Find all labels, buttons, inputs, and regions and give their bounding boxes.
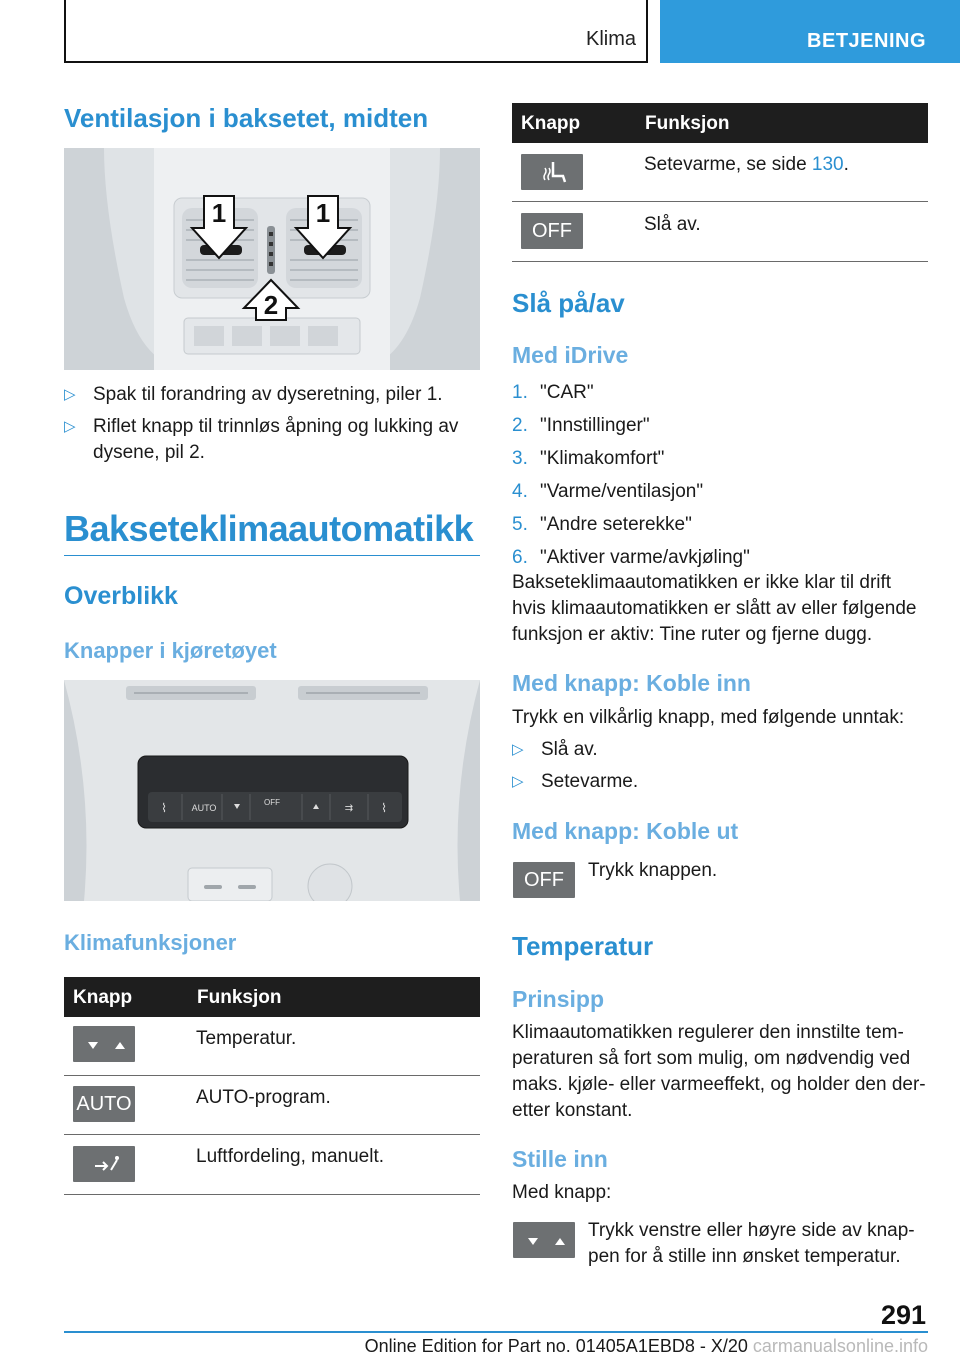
idrive-note: Bakseteklimaautomatikken er ikke klar til drift hvis klimaautomatikken er slått av eller følgende funksjon er aktiv: Tine ruter og fjerne dugg. (512, 572, 917, 645)
rear-vent-photo (64, 148, 480, 370)
idrive-step: 1. "CAR" (512, 382, 594, 403)
right-col-function: Funksjon (645, 113, 730, 134)
idrive-steps (512, 376, 928, 574)
left-table-divider (64, 1134, 480, 1135)
heading-buttons-in-vehicle: Knapper i kjøretøyet (64, 638, 277, 663)
footer-edition: Online Edition for Part no. 01405A1EBD8 - X/20 carmanualsonline.info (364, 1336, 928, 1356)
idrive-step: 2. "Innstillinger" (512, 415, 650, 436)
left-col-button: Knapp (73, 987, 133, 1008)
right-table-divider (512, 261, 928, 262)
svg-text:⌇: ⌇ (381, 801, 387, 815)
heading-idrive: Med iDrive (512, 342, 629, 368)
svg-text:⇉: ⇉ (344, 803, 354, 814)
triangle-bullet-icon: ▷ (64, 418, 76, 435)
heading-overview: Overblikk (64, 582, 178, 610)
button-on-text: Trykk en vilkårlig knapp, med følgende unntak: (512, 707, 905, 728)
heading-temperature: Temperatur (512, 931, 654, 961)
left-table-row-2-text: AUTO-program. (196, 1087, 331, 1108)
exception-bullet-1: ▷ Slå av. (512, 737, 931, 763)
left-table-divider (64, 1075, 480, 1076)
right-table-divider (512, 201, 928, 202)
left-table-row-1-text: Temperatur. (196, 1028, 297, 1049)
header-section-title: Klima (585, 28, 636, 50)
header-chapter-label: BETJENING (807, 30, 926, 52)
air-distribution-icon (73, 1146, 135, 1182)
temperature-button-icon (513, 1222, 575, 1258)
set-text: Med knapp: (512, 1182, 612, 1203)
svg-text:⌇: ⌇ (161, 801, 167, 815)
heading-button-off: Med knapp: Koble ut (512, 818, 739, 844)
page-130-link[interactable]: 130 (811, 154, 844, 175)
seat-heating-icon (521, 154, 583, 190)
left-table-header (64, 977, 480, 1017)
header-chapter-tab[interactable] (660, 0, 960, 63)
triangle-bullet-icon: ▷ (64, 386, 76, 403)
page-number: 291 (880, 1300, 926, 1330)
vent-bullet-2: ▷ Riflet knapp til trinnløs åpning og lukking av dysene, pil 2. (64, 416, 459, 463)
heading-set: Stille inn (512, 1146, 608, 1172)
panel-off-label: OFF (264, 798, 280, 807)
set-instruction: Trykk venstre eller høyre side av knap-pen for å stille inn ønsket temperatur. (588, 1220, 915, 1267)
triangle-bullet-icon: ▷ (512, 741, 524, 758)
heading-on-off: Slå på/av (512, 288, 625, 318)
chapter-title: Bakseteklimaautomatikk (64, 508, 474, 549)
auto-icon: AUTO (73, 1086, 135, 1122)
triangle-bullet-icon: ▷ (512, 773, 524, 790)
principle-text: Klimaautomatikken regulerer den innstilte tem-peraturen så fort som mulig, om nødvendig ved maks. kjøle- eller varmeeffekt, og holder den der-etter konstant. (512, 1022, 926, 1121)
heading-principle: Prinsipp (512, 986, 605, 1012)
left-col-function: Funksjon (197, 987, 282, 1008)
arrow-2-label: 2 (263, 290, 279, 320)
right-table-row-2-text: Slå av. (644, 214, 701, 235)
watermark: carmanualsonline.info (752, 1336, 928, 1356)
idrive-step: 3. "Klimakomfort" (512, 448, 665, 469)
off-icon: OFF (521, 213, 583, 249)
heading-rear-vent: Ventilasjon i baksetet, midten (64, 103, 429, 133)
temperature-arrows-icon (73, 1026, 135, 1062)
heading-button-on: Med knapp: Koble inn (512, 670, 751, 696)
right-table-header (512, 103, 928, 143)
right-col-button: Knapp (521, 113, 581, 134)
left-table-divider (64, 1194, 480, 1195)
idrive-step: 4. "Varme/ventilasjon" (512, 481, 704, 502)
idrive-step: 5. "Andre seterekke" (512, 514, 692, 535)
off-button-icon: OFF (513, 862, 575, 898)
right-table-row-1-text: Setevarme, se side 130. (644, 154, 849, 175)
chapter-title-underline (64, 555, 480, 556)
button-off-text: Trykk knappen. (588, 860, 718, 881)
panel-auto-label: AUTO (191, 803, 217, 813)
heading-climate-functions: Klimafunksjoner (64, 930, 237, 955)
idrive-step: 6. "Aktiver varme/avkjøling" (512, 547, 750, 568)
left-table-row-3-text: Luftfordeling, manuelt. (196, 1146, 385, 1167)
footer-rule (64, 1331, 928, 1333)
exception-bullet-2: ▷ Setevarme. (512, 769, 931, 795)
vent-bullet-1: ▷ Spak til forandring av dyseretning, piler 1. (64, 382, 509, 408)
arrow-1-left-label: 1 (211, 198, 227, 228)
rear-climate-panel-photo (64, 680, 480, 901)
arrow-1-right-label: 1 (315, 198, 331, 228)
